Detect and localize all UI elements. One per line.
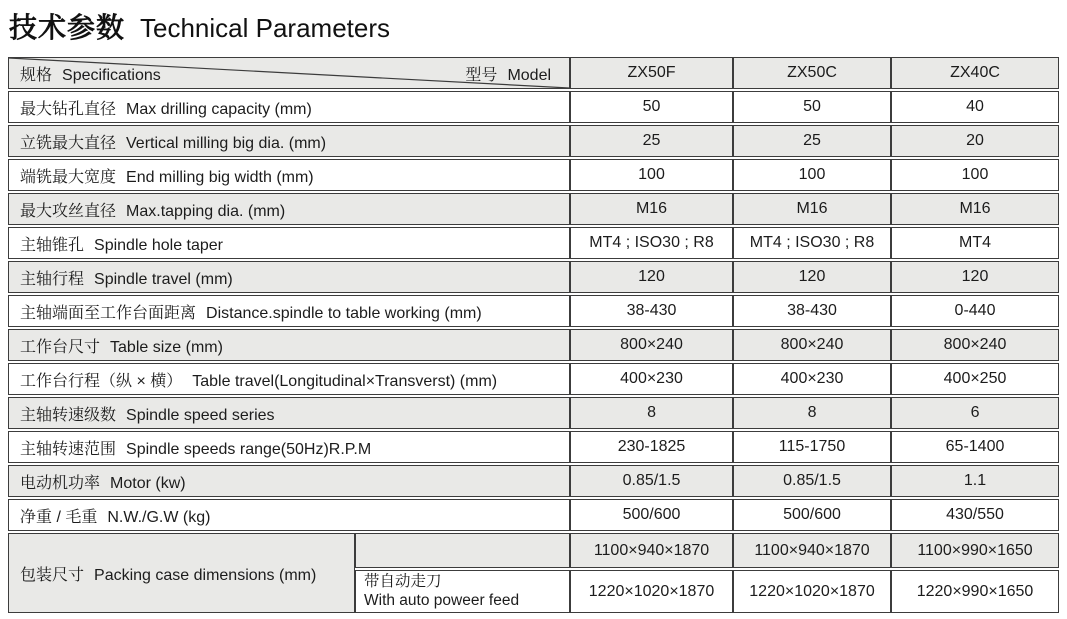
row-label-en: Max.tapping dia. (mm) (126, 202, 286, 220)
row-label-cell (8, 125, 570, 157)
page-title-zh: 技术参数 (9, 12, 126, 43)
row-label-en: Motor (kw) (110, 474, 186, 492)
row-label-zh: 主轴锥孔 (20, 236, 85, 254)
row-label-zh: 工作台行程（纵 × 横） (20, 372, 183, 390)
value-cell: 400×230 (733, 363, 891, 395)
packing-standard-subcell (355, 533, 570, 568)
value-cell: 50 (733, 91, 891, 123)
value-cell: 20 (891, 125, 1059, 157)
table-row (8, 125, 1059, 157)
value-cell: 120 (891, 261, 1059, 293)
value-cell: 8 (570, 397, 733, 429)
row-label-en: N.W./G.W (kg) (107, 508, 211, 526)
packing-label-cell (8, 533, 355, 613)
packing-label-zh: 包装尺寸 (20, 566, 85, 584)
value-cell: MT4 (891, 227, 1059, 259)
row-label-en: Max drilling capacity (mm) (126, 100, 312, 118)
value-cell: 120 (570, 261, 733, 293)
row-label-en: Distance.spindle to table working (mm) (206, 304, 482, 322)
value-cell: 50 (570, 91, 733, 123)
row-label-cell (8, 91, 570, 123)
row-label-zh: 工作台尺寸 (20, 338, 101, 356)
value-cell: 8 (733, 397, 891, 429)
auto-feed-zh: 带自动走刀 (364, 573, 442, 590)
row-label-en: Spindle hole taper (94, 236, 223, 254)
spec-model-header-cell (8, 57, 570, 89)
row-label-en: Table travel(Longitudinal×Transverst) (mm) (192, 372, 498, 390)
value-cell: 0.85/1.5 (570, 465, 733, 497)
value-cell: 400×230 (570, 363, 733, 395)
row-label-cell (8, 499, 570, 531)
row-label-zh: 端铣最大宽度 (20, 168, 117, 186)
row-label-zh: 主轴行程 (20, 270, 85, 288)
row-label-en: Spindle speeds range(50Hz)R.P.M (126, 440, 372, 458)
table-row (8, 193, 1059, 225)
model-column-header: ZX50F (570, 57, 733, 89)
row-label-cell (8, 363, 570, 395)
spec-header-label (20, 62, 161, 85)
auto-feed-label-cell (355, 570, 570, 613)
value-cell: 500/600 (733, 499, 891, 531)
value-cell: 100 (733, 159, 891, 191)
row-label-zh: 净重 / 毛重 (20, 508, 98, 526)
row-label-zh: 最大钻孔直径 (20, 100, 117, 118)
value-cell: 6 (891, 397, 1059, 429)
row-label-cell (8, 465, 570, 497)
row-label-zh: 电动机功率 (20, 474, 101, 492)
value-cell: 0.85/1.5 (733, 465, 891, 497)
value-cell: 800×240 (733, 329, 891, 361)
model-column-header: ZX50C (733, 57, 891, 89)
table-row (8, 397, 1059, 429)
row-label-en: End milling big width (mm) (126, 168, 314, 186)
value-cell: M16 (733, 193, 891, 225)
packing-label-en: Packing case dimensions (mm) (94, 566, 317, 584)
row-label-cell (8, 227, 570, 259)
value-cell: 1220×990×1650 (891, 570, 1059, 613)
auto-feed-en: With auto poweer feed (364, 592, 520, 609)
value-cell: 115-1750 (733, 431, 891, 463)
value-cell: 65-1400 (891, 431, 1059, 463)
row-label-cell (8, 397, 570, 429)
technical-parameters-table-wrap (8, 55, 1059, 615)
value-cell: 25 (733, 125, 891, 157)
row-label-zh: 主轴转速范围 (20, 440, 117, 458)
value-cell: 120 (733, 261, 891, 293)
value-cell: 1220×1020×1870 (733, 570, 891, 613)
header-row (8, 57, 1059, 89)
row-label-zh: 最大攻丝直径 (20, 202, 117, 220)
table-row (8, 159, 1059, 191)
value-cell: 0-440 (891, 295, 1059, 327)
value-cell: 100 (570, 159, 733, 191)
row-label-cell (8, 329, 570, 361)
row-label-cell (8, 193, 570, 225)
spec-header-en: Specifications (62, 66, 161, 84)
value-cell: M16 (891, 193, 1059, 225)
row-label-en: Spindle speed series (126, 406, 275, 424)
table-row (8, 329, 1059, 361)
value-cell: M16 (570, 193, 733, 225)
model-header-zh: 型号 (465, 66, 498, 84)
row-label-zh: 主轴转速级数 (20, 406, 117, 424)
row-label-en: Vertical milling big dia. (mm) (126, 134, 327, 152)
row-label-cell (8, 159, 570, 191)
value-cell: 100 (891, 159, 1059, 191)
row-label-en: Table size (mm) (110, 338, 223, 356)
table-row (8, 465, 1059, 497)
value-cell: 430/550 (891, 499, 1059, 531)
value-cell: 38-430 (570, 295, 733, 327)
model-column-header: ZX40C (891, 57, 1059, 89)
page-title-en: Technical Parameters (140, 13, 391, 43)
technical-parameters-table (8, 55, 1059, 615)
value-cell: 800×240 (570, 329, 733, 361)
value-cell: 25 (570, 125, 733, 157)
row-label-zh: 主轴端面至工作台面距离 (20, 304, 197, 322)
page-title (9, 6, 390, 46)
value-cell: 1100×990×1650 (891, 533, 1059, 568)
table-row (8, 431, 1059, 463)
model-header-label (465, 62, 551, 85)
table-row (8, 261, 1059, 293)
value-cell: 38-430 (733, 295, 891, 327)
table-row (8, 499, 1059, 531)
row-label-cell (8, 431, 570, 463)
value-cell: 1.1 (891, 465, 1059, 497)
row-label-en: Spindle travel (mm) (94, 270, 233, 288)
value-cell: MT4 ; ISO30 ; R8 (570, 227, 733, 259)
table-row (8, 295, 1059, 327)
packing-standard-row (8, 533, 1059, 568)
value-cell: 400×250 (891, 363, 1059, 395)
table-row (8, 363, 1059, 395)
table-row (8, 91, 1059, 123)
spec-header-zh: 规格 (20, 66, 53, 84)
row-label-cell (8, 261, 570, 293)
value-cell: MT4 ; ISO30 ; R8 (733, 227, 891, 259)
row-label-cell (8, 295, 570, 327)
model-header-en: Model (507, 66, 552, 84)
value-cell: 500/600 (570, 499, 733, 531)
value-cell: 1100×940×1870 (733, 533, 891, 568)
value-cell: 1100×940×1870 (570, 533, 733, 568)
value-cell: 40 (891, 91, 1059, 123)
value-cell: 800×240 (891, 329, 1059, 361)
table-row (8, 227, 1059, 259)
row-label-zh: 立铣最大直径 (20, 134, 117, 152)
value-cell: 1220×1020×1870 (570, 570, 733, 613)
value-cell: 230-1825 (570, 431, 733, 463)
